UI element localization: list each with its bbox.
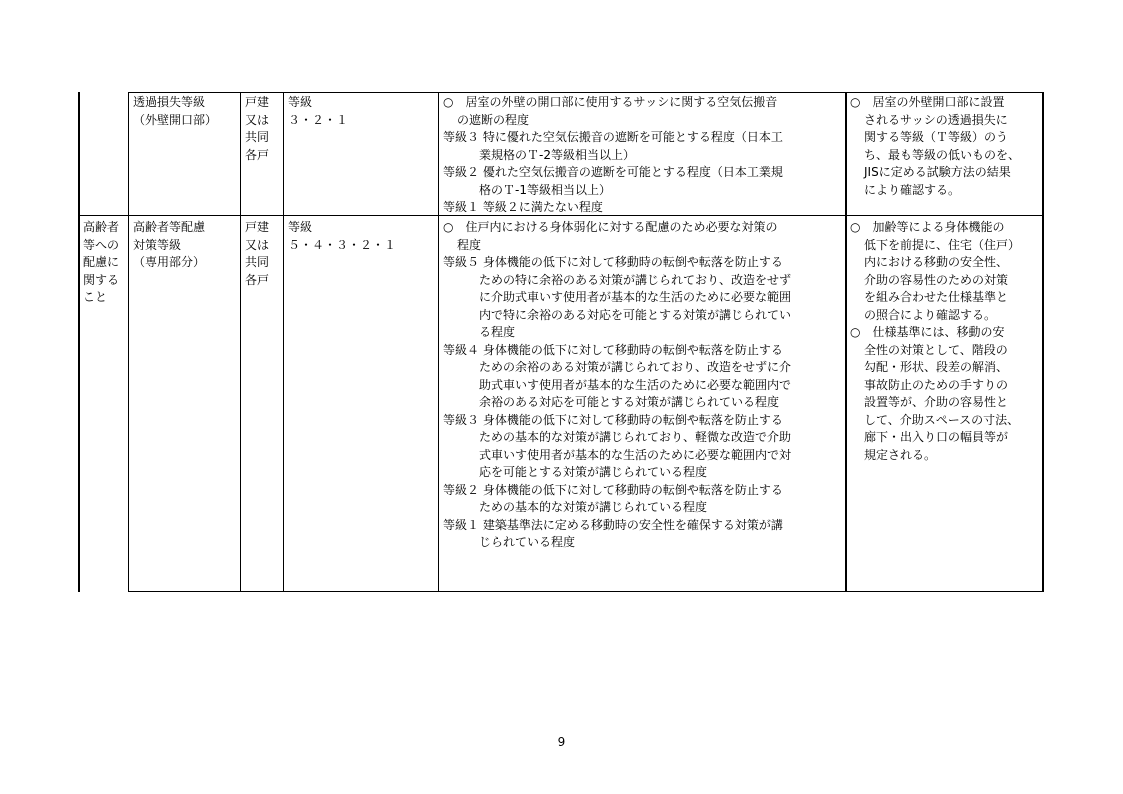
- row2-grade5-line: ための特に余裕のある対策が講じられており、改造をせず: [479, 272, 792, 287]
- row1-bullet-line: ○ 居室の外壁の開口部に使用するサッシに関する空気伝搬音: [443, 95, 778, 109]
- row1-grade2-line: 格のＴ-1等級相当以上）: [479, 182, 611, 197]
- row2-note1-line: 低下を前提に、住宅（住戸）: [864, 237, 1021, 252]
- row2-grade1-line: 等級１ 建築基準法に定める移動時の安全性を確保する対策が講: [443, 517, 783, 532]
- description-column-divider: [845, 92, 847, 592]
- row2-grade1-line: じられている程度: [479, 535, 576, 549]
- row1-note-line: により確認する。: [864, 182, 961, 197]
- row2-note2-line: 廊下・出入り口の幅員等が: [864, 430, 1009, 444]
- row1-note-line: されるサッシの透過損失に: [864, 112, 1008, 127]
- row2-grade3-line: 応を可能とする対策が講じられている程度: [479, 465, 708, 479]
- applicability-column-divider: [283, 92, 284, 592]
- row1-grade3-line: 業規格のＴ-2等級相当以上）: [479, 147, 635, 162]
- row1-notes-cell: [850, 94, 1020, 199]
- row2-grade2-line: ための基本的な対策が講じられている程度: [479, 500, 708, 514]
- table-top-border: [128, 92, 1044, 93]
- row2-note2-line: ○ 仕様基準には、移動の安: [850, 325, 1005, 339]
- row2-applicability-cell: [245, 219, 269, 289]
- row2-item-line: （専用部分）: [133, 255, 206, 269]
- row2-display-cell: [288, 219, 396, 254]
- row1-grade3-line: 等級３ 特に優れた空気伝搬音の遮断を可能とする程度（日本工: [443, 130, 783, 144]
- row1-display-line: ３・２・１: [288, 112, 349, 127]
- row2-description-cell: [443, 219, 791, 552]
- row1-grade1-line: 等級１ 等級２に満たない程度: [443, 200, 603, 214]
- row2-item-cell: [133, 219, 205, 272]
- row2-note2-line: して、介助スペースの寸法、: [864, 412, 1020, 427]
- table-left-border: [78, 92, 80, 592]
- row2-grade4-line: ための余裕のある対策が講じられており、改造をせずに介: [479, 360, 792, 374]
- row1-note-line: ち、最も等級の低いものを、: [864, 147, 1021, 162]
- row2-note1-line: の照合により確認する。: [864, 307, 997, 322]
- row2-grade4-line: 等級４ 身体機能の低下に対して移動時の転倒や転落を防止する: [443, 342, 783, 357]
- row2-display-line: 等級: [288, 220, 313, 234]
- row2-category-line: こと: [83, 290, 108, 304]
- row1-applicability-line: 又は: [245, 112, 270, 127]
- row1-applicability-line: 戸建: [245, 95, 270, 109]
- row2-grade5-line: 等級５ 身体機能の低下に対して移動時の転倒や転落を防止する: [443, 255, 783, 269]
- row2-category-line: 高齢者: [83, 220, 120, 234]
- table-right-border: [1042, 92, 1044, 592]
- row2-note2-line: 設置等が、介助の容易性と: [864, 395, 1009, 409]
- row1-applicability-line: 各戸: [245, 147, 270, 162]
- row2-grade3-line: 等級３ 身体機能の低下に対して移動時の転倒や転落を防止する: [443, 412, 783, 427]
- row2-note1-line: を組み合わせた仕様基準と: [864, 290, 1009, 304]
- row2-grade3-line: ための基本的な対策が講じられており、軽微な改造で介助: [479, 430, 792, 444]
- row2-note1-line: 介助の容易性のための対策: [864, 272, 1009, 287]
- row2-note1-line: ○ 加齢等による身体機能の: [850, 220, 1005, 234]
- row2-note2-line: 規定される。: [864, 447, 937, 462]
- row1-item-line: 透過損失等級: [133, 95, 206, 109]
- row2-category-line: 関する: [83, 272, 120, 287]
- row2-grade2-line: 等級２ 身体機能の低下に対して移動時の転倒や転落を防止する: [443, 482, 783, 497]
- row1-applicability-line: 共同: [245, 130, 270, 144]
- row1-note-line: ○ 居室の外壁開口部に設置: [850, 95, 1005, 109]
- row2-applicability-line: 又は: [245, 237, 270, 252]
- row2-category-cell: [83, 219, 119, 307]
- row1-item-cell: [133, 94, 217, 129]
- row2-applicability-line: 戸建: [245, 220, 270, 234]
- row2-grade5-line: る程度: [479, 325, 516, 339]
- row2-notes-cell: [850, 219, 1020, 464]
- row2-grade3-line: 式車いす使用者が基本的な生活のために必要な範囲内で対: [479, 447, 792, 462]
- row2-grade5-line: に介助式車いす使用者が基本的な生活のために必要な範囲: [479, 290, 792, 304]
- row2-display-line: ５・４・３・２・１: [288, 237, 397, 252]
- row1-item-line: （外壁開口部）: [133, 112, 218, 127]
- row2-bullet-line: 程度: [457, 237, 482, 252]
- page-number: 9: [557, 735, 566, 749]
- display-column-divider: [438, 92, 439, 592]
- row1-display-line: 等級: [288, 95, 313, 109]
- row1-display-cell: [288, 94, 348, 129]
- row2-note2-line: 全性の対策として、階段の: [864, 342, 1008, 357]
- row2-item-line: 対策等級: [133, 237, 182, 252]
- row2-bullet-line: ○ 住戸内における身体弱化に対する配慮のため必要な対策の: [443, 220, 778, 234]
- row1-applicability-cell: [245, 94, 269, 164]
- row1-grade2-line: 等級２ 優れた空気伝搬音の遮断を可能とする程度（日本工業規: [443, 165, 783, 179]
- row2-note1-line: 内における移動の安全性、: [864, 255, 1009, 269]
- row1-description-cell: [443, 94, 783, 217]
- row1-note-line: 関する等級（Ｔ等級）のう: [864, 130, 1009, 144]
- row2-category-line: 配慮に: [83, 255, 120, 269]
- item-column-divider: [240, 92, 241, 592]
- row2-grade5-line: 内で特に余裕のある対応を可能とする対策が講じられてい: [479, 307, 792, 322]
- row2-note2-line: 勾配・形状、段差の解消、: [864, 360, 1009, 374]
- row2-item-line: 高齢者等配慮: [133, 220, 206, 234]
- row2-category-line: 等への: [83, 237, 120, 252]
- category-column-divider: [128, 92, 129, 592]
- row2-note2-line: 事故防止のための手すりの: [864, 377, 1009, 392]
- row2-grade4-line: 余裕のある対応を可能とする対策が講じられている程度: [479, 395, 780, 409]
- row2-applicability-line: 共同: [245, 255, 270, 269]
- row1-note-line: JISに定める試験方法の結果: [864, 165, 1011, 179]
- table-bottom-border: [128, 591, 1044, 592]
- row2-applicability-line: 各戸: [245, 272, 270, 287]
- row2-grade4-line: 助式車いす使用者が基本的な生活のために必要な範囲内で: [479, 377, 792, 392]
- row1-bullet-line: の遮断の程度: [457, 112, 530, 127]
